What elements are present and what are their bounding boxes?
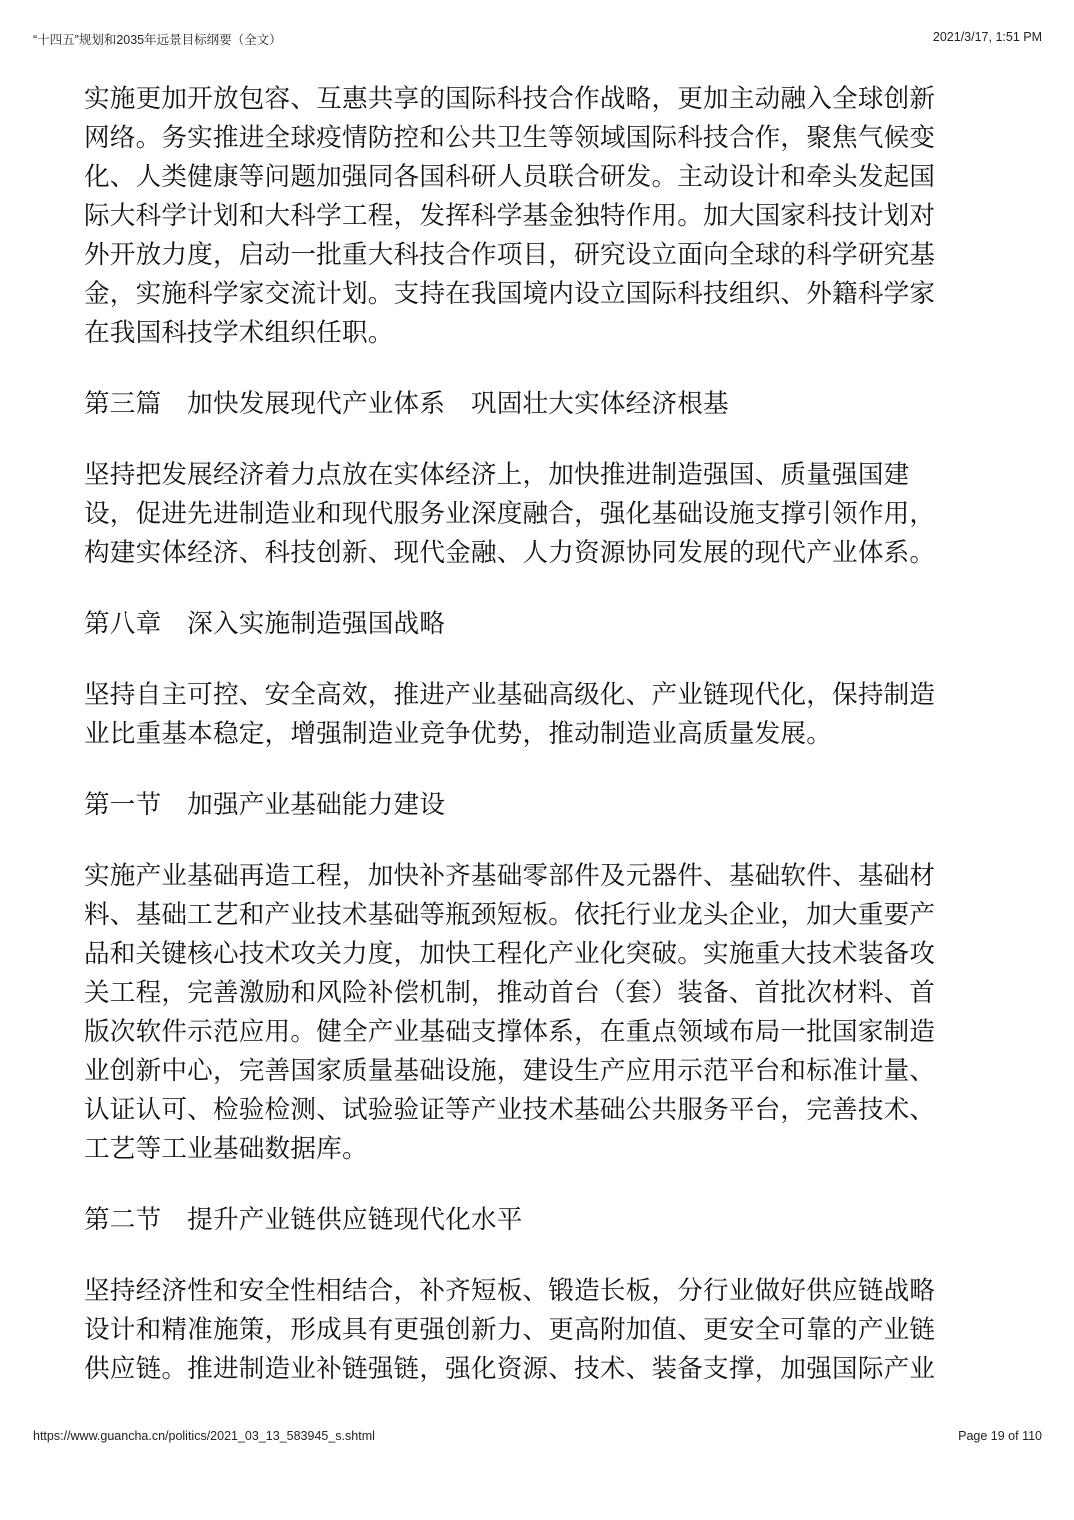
text-line: 版次软件示范应用。健全产业基础支撑体系，在重点领域布局一批国家制造 (84, 1018, 936, 1046)
text-line: 品和关键核心技术攻关力度，加快工程化产业化突破。实施重大技术装备攻 (84, 940, 936, 968)
text-line: 实施更加开放包容、互惠共享的国际科技合作战略，更加主动融入全球创新 (84, 85, 936, 113)
text-line: 化、人类健康等问题加强同各国科研人员联合研发。主动设计和牵头发起国 (84, 163, 936, 191)
paragraph (84, 80, 1004, 353)
text-line: 关工程，完善激励和风险补偿机制，推动首台（套）装备、首批次材料、首 (84, 979, 936, 1007)
text-line: 实施产业基础再造工程，加快补齐基础零部件及元器件、基础软件、基础材 (84, 862, 936, 890)
section-heading (84, 605, 1004, 644)
text-line: 设，促进先进制造业和现代服务业深度融合，强化基础设施支撑引领作用， (84, 500, 936, 528)
document-body (84, 80, 1004, 1421)
page-number: Page 19 of 110 (958, 1429, 1042, 1443)
text-line: 坚持自主可控、安全高效，推进产业基础高级化、产业链现代化，保持制造 (84, 681, 936, 709)
section-heading (84, 385, 1004, 424)
text-line: 坚持把发展经济着力点放在实体经济上，加快推进制造强国、质量强国建 (84, 461, 910, 489)
text-line: 工艺等工业基础数据库。 (84, 1135, 368, 1163)
text-line: 供应链。推进制造业补链强链，强化资源、技术、装备支撑，加强国际产业 (84, 1355, 936, 1383)
text-line: 第一节 加强产业基础能力建设 (84, 791, 446, 819)
text-line: 在我国科技学术组织任职。 (84, 319, 394, 347)
page-header-datetime: 2021/3/17, 1:51 PM (932, 30, 1042, 44)
text-line: 构建实体经济、科技创新、现代金融、人力资源协同发展的现代产业体系。 (84, 539, 936, 567)
text-line: 第八章 深入实施制造强国战略 (84, 610, 446, 638)
text-line: 金，实施科学家交流计划。支持在我国境内设立国际科技组织、外籍科学家 (84, 280, 936, 308)
text-line: 外开放力度，启动一批重大科技合作项目，研究设立面向全球的科学研究基 (84, 241, 936, 269)
text-line: 设计和精准施策，形成具有更强创新力、更高附加值、更安全可靠的产业链 (84, 1316, 936, 1344)
text-line: 坚持经济性和安全性相结合，补齐短板、锻造长板，分行业做好供应链战略 (84, 1277, 936, 1305)
paragraph (84, 676, 1004, 754)
paragraph (84, 857, 1004, 1169)
text-line: 料、基础工艺和产业技术基础等瓶颈短板。依托行业龙头企业，加大重要产 (84, 901, 936, 929)
text-line: 网络。务实推进全球疫情防控和公共卫生等领域国际科技合作，聚焦气候变 (84, 124, 936, 152)
text-line: 际大科学计划和大科学工程，发挥科学基金独特作用。加大国家科技计划对 (84, 202, 936, 230)
page-footer-url: https://www.guancha.cn/politics/2021_03_13_583945_s.shtml (33, 1429, 375, 1443)
text-line: 业比重基本稳定，增强制造业竞争优势，推动制造业高质量发展。 (84, 720, 833, 748)
paragraph (84, 456, 1004, 573)
text-line: 第三篇 加快发展现代产业体系 巩固壮大实体经济根基 (84, 390, 729, 418)
text-line: 第二节 提升产业链供应链现代化水平 (84, 1206, 523, 1234)
section-heading (84, 786, 1004, 825)
text-line: 认证认可、检验检测、试验验证等产业技术基础公共服务平台，完善技术、 (84, 1096, 936, 1124)
text-line: 业创新中心，完善国家质量基础设施，建设生产应用示范平台和标准计量、 (84, 1057, 936, 1085)
section-heading (84, 1201, 1004, 1240)
paragraph (84, 1272, 1004, 1389)
page-header-title: “十四五”规划和2035年远景目标纲要（全文） (33, 33, 282, 47)
